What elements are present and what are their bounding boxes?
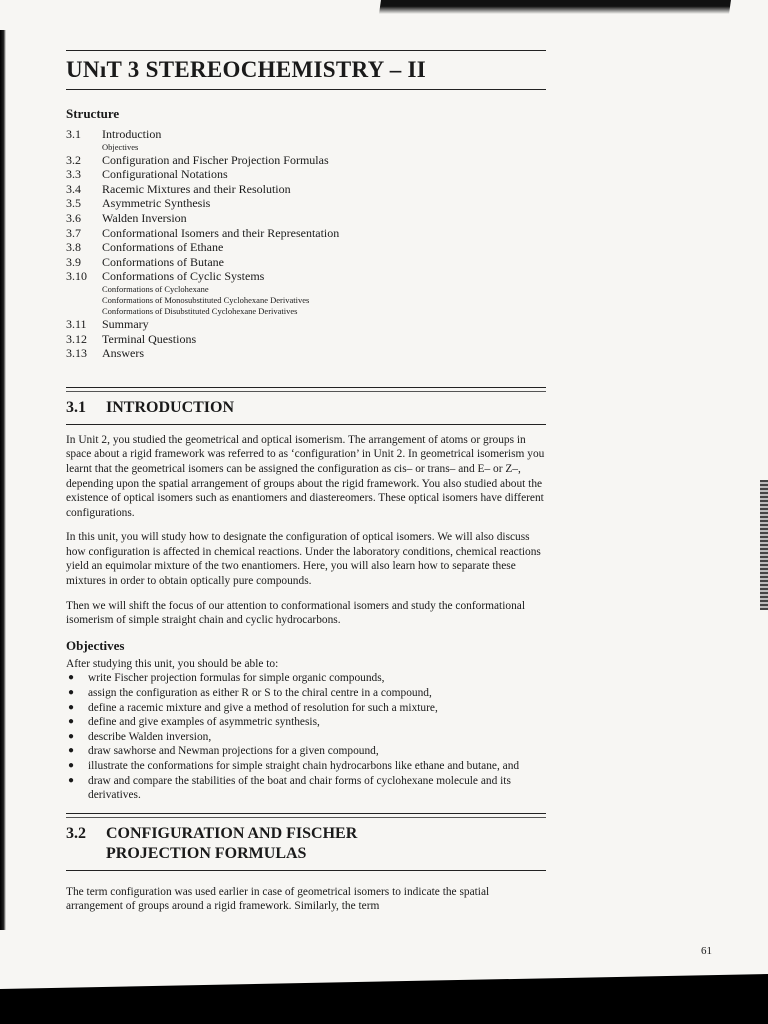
section-heading-introduction (66, 398, 546, 418)
structure-item-number: 3.4 (66, 181, 81, 196)
structure-item-number: 3.13 (66, 346, 87, 361)
structure-item-label: Summary (102, 316, 149, 331)
document-page (66, 50, 546, 924)
structure-item-number: 3.2 (66, 152, 81, 167)
objective-item: ● draw and compare the stabilities of the boat and chair forms of cyclohexane molecule and its derivatives. (66, 774, 546, 803)
scan-edge-top (379, 0, 731, 14)
structure-item-label: Racemic Mixtures and their Resolution (102, 181, 291, 196)
section-rule (66, 870, 546, 871)
title-rule-top (66, 50, 546, 51)
structure-item-label: Conformations of Ethane (102, 240, 224, 255)
objective-item: ● draw sawhorse and Newman projections for a given compound, (66, 744, 546, 759)
structure-item (66, 127, 546, 142)
structure-list (66, 127, 546, 361)
structure-item-label: Introduction (102, 127, 162, 141)
structure-item (66, 332, 546, 347)
scan-edge-bottom (0, 974, 768, 1024)
intro-paragraph-2: In this unit, you will study how to designate the configuration of optical isomers. We will also discuss how configuration is affected in chemical reactions. Under the laboratory conditions, chemical reactions yield an equimolar mixture of the two enantiomers. Here, you will also learn how to separate these mixtures in order to obtain optically pure compounds. (66, 531, 541, 588)
objective-item: ● assign the configuration as either R or S to the chiral centre in a compound, (66, 686, 546, 701)
structure-item (66, 167, 546, 182)
structure-item-number: 3.5 (66, 196, 81, 211)
structure-item-number: 3.8 (66, 240, 81, 255)
intro-paragraph-1: In Unit 2, you studied the geometrical and optical isomerism. The arrangement of atoms or groups in space about a rigid framework was referred to as ‘configuration’ in Unit 2. In geometrical isomerism you learnt that the geometrical isomers can be assigned the configuration as cis– or trans– and E– or Z–, depending upon the spatial arrangement of groups about the rigid framework. You also studied about the existence of optical isomers such as enantiomers and diastereomers. These optical isomers have different configurations. (66, 433, 545, 519)
objective-item: ● write Fischer projection formulas for simple organic compounds, (66, 671, 546, 686)
section-number: 3.2 (66, 824, 86, 842)
structure-subitem: Conformations of Monosubstituted Cyclohexane Derivatives (102, 294, 310, 305)
structure-item (66, 346, 546, 361)
structure-item (66, 153, 546, 168)
structure-item-label: Conformations of Butane (102, 254, 224, 269)
objectives-lead: After studying this unit, you should be able to: (66, 657, 279, 670)
structure-item-number: 3.12 (66, 331, 87, 346)
structure-item-label: Walden Inversion (102, 210, 187, 225)
title-rule-bottom (66, 89, 546, 90)
section-title-line-2: PROJECTION FORMULAS (106, 844, 307, 862)
structure-item (66, 211, 546, 226)
structure-item (66, 255, 546, 270)
section-rule (66, 424, 546, 425)
structure-item (66, 269, 546, 284)
structure-item (66, 317, 546, 332)
section-number: 3.1 (66, 398, 86, 416)
structure-item-label: Asymmetric Synthesis (102, 196, 211, 211)
objective-item: ● describe Walden inversion, (66, 730, 546, 745)
objectives-list (66, 671, 546, 802)
structure-item (66, 240, 546, 255)
structure-item-label: Configuration and Fischer Projection Formulas (102, 152, 329, 167)
section-rule (66, 813, 546, 818)
structure-item-label: Configurational Notations (102, 167, 228, 182)
objective-item: ● define and give examples of asymmetric synthesis, (66, 715, 546, 730)
section2-paragraph: The term configuration was used earlier in case of geometrical isomers to indicate the spatial arrangement of groups around a rigid framework. Similarly, the term (66, 885, 490, 913)
structure-subitem: Objectives (102, 141, 139, 152)
structure-item-label: Answers (102, 346, 144, 361)
page-number: 61 (701, 945, 712, 957)
section-title-line-1: CONFIGURATION AND FISCHER (106, 824, 358, 842)
structure-title: Structure (66, 106, 120, 121)
structure-subitem: Conformations of Disubstituted Cyclohexane Derivatives (102, 305, 298, 316)
section-rule (66, 387, 546, 392)
intro-paragraph-3: Then we will shift the focus of our attention to conformational isomers and study the conformational isomerism of simple straight chain and cyclic hydrocarbons. (66, 599, 525, 627)
objectives-title: Objectives (66, 637, 125, 653)
structure-item-number: 3.3 (66, 167, 81, 182)
structure-item (66, 182, 546, 197)
unit-title: UNıT 3 STEREOCHEMISTRY – II (66, 57, 427, 82)
scan-edge-left (0, 30, 6, 930)
structure-item-label: Conformational Isomers and their Representation (102, 225, 340, 240)
section-heading-configuration (66, 824, 546, 864)
structure-item (66, 196, 546, 211)
objective-item: ● define a racemic mixture and give a method of resolution for such a mixture, (66, 701, 546, 716)
objective-item: ● illustrate the conformations for simple straight chain hydrocarbons like ethane and butane, and (66, 759, 546, 774)
structure-item-number: 3.7 (66, 225, 81, 240)
structure-item-number: 3.1 (66, 127, 81, 141)
structure-item-number: 3.9 (66, 254, 81, 269)
structure-item-number: 3.6 (66, 210, 81, 225)
structure-item-number: 3.10 (66, 269, 87, 284)
structure-item-number: 3.11 (66, 316, 87, 331)
structure-subitem: Conformations of Cyclohexane (102, 283, 209, 294)
section-title: INTRODUCTION (106, 398, 235, 416)
structure-item-label: Conformations of Cyclic Systems (102, 269, 265, 284)
structure-item-label: Terminal Questions (102, 331, 197, 346)
scan-edge-right (760, 480, 768, 610)
structure-item (66, 226, 546, 241)
